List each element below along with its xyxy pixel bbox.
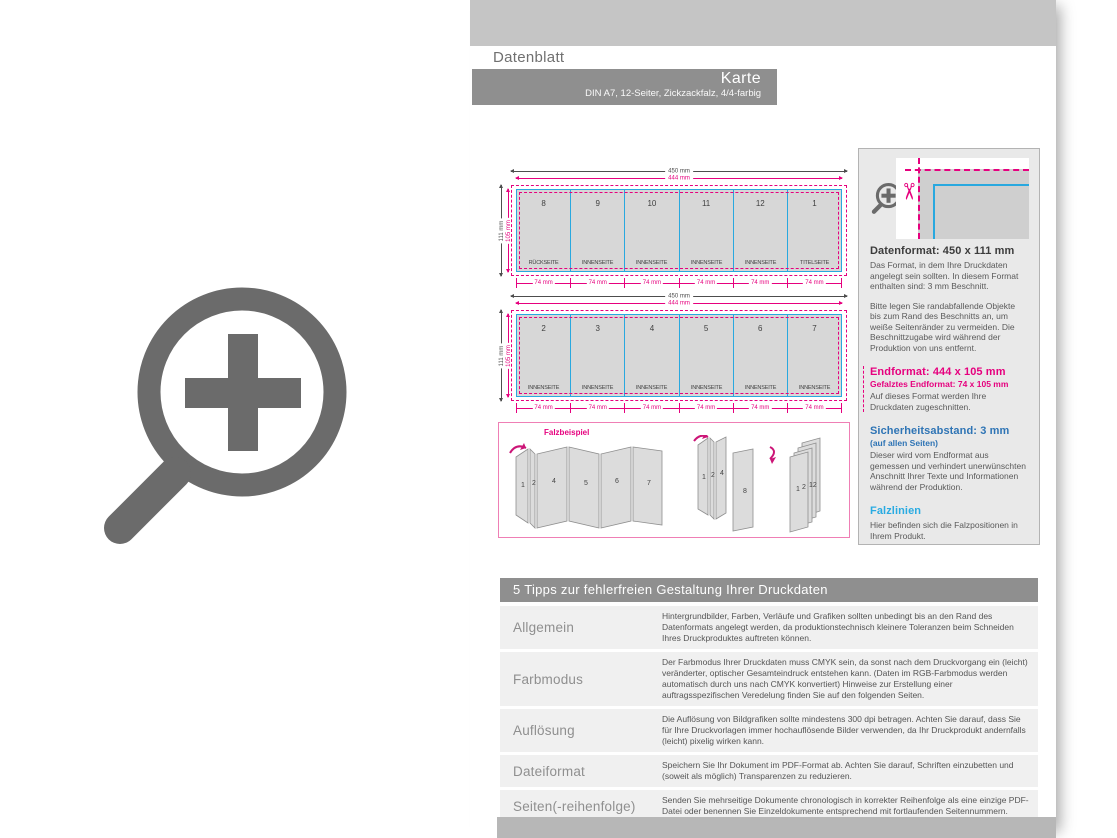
datasheet-tab: Datenblatt: [472, 46, 593, 69]
panel-width-dim: 74 mm: [516, 278, 570, 288]
sidebar-section: [870, 505, 1028, 541]
page-number: 3: [595, 324, 600, 333]
section-heading: Endformat: 444 x 105 mm: [870, 366, 1006, 378]
tips-rows: [500, 606, 1038, 822]
page-panel: [734, 315, 788, 396]
page-number: 5: [703, 324, 709, 333]
page-caption: INNENSEITE: [744, 260, 776, 266]
page-panel: [680, 190, 734, 271]
footer-bar: [497, 817, 1056, 838]
sidebar-sections: [870, 245, 1028, 554]
section-subheading: (auf allen Seiten): [870, 438, 939, 448]
fold-example-label: Falzbeispiel: [544, 428, 590, 437]
sidebar-section: [863, 366, 1028, 412]
endformat-line-v: [933, 184, 935, 239]
page-panel: [517, 190, 571, 271]
zoom-plus-icon[interactable]: [95, 270, 365, 555]
tips-row-label: Farbmodus: [513, 671, 584, 687]
section-heading: Falzlinien: [870, 505, 922, 517]
section-paragraph: Bitte legen Sie randabfallende Objekte bis zum Rand des Beschnitts an, um weiße Seitenränder zu vermeiden. Die Beschnittzugabe wird während der Produktion von uns entfernt.: [870, 300, 1016, 353]
section-paragraph: Auf dieses Format werden Ihre Druckdaten zugeschnitten.: [870, 391, 987, 412]
page-caption: INNENSEITE: [527, 385, 560, 391]
dim-outer-height: 111 mm: [501, 310, 502, 401]
page-panel: [571, 315, 625, 396]
page-caption: INNENSEITE: [690, 260, 722, 266]
page-caption: INNENSEITE: [582, 260, 614, 266]
section-paragraph: Hier befinden sich die Falzpositionen in Ihrem Produkt.: [870, 520, 1018, 541]
page-number: 4: [649, 324, 655, 333]
sidebar-section: [870, 245, 1028, 353]
page-caption: INNENSEITE: [744, 385, 776, 391]
page-caption: INNENSEITE: [798, 385, 831, 391]
page-title: Karte: [720, 70, 761, 87]
panel-diagram-inside: [498, 293, 850, 414]
fold-page-number: 6: [615, 478, 619, 485]
dim-inner-width: 444 mm: [516, 178, 842, 179]
dim-inner-height: 105 mm: [508, 189, 509, 272]
section-paragraph: Das Format, in dem Ihre Druckdaten angelegt sein sollten. In diesem Format enthalten sind: 3 mm Beschnitt.: [870, 260, 1019, 291]
section-paragraph: Dieser wird vom Endformat aus gemessen und verhindert unerwünschten Anschnitt Ihrer Texte und Informationen während der Produktion.: [870, 450, 1026, 492]
fold-page-number: 1: [521, 482, 525, 489]
top-gray-band: [470, 0, 1056, 46]
page-panel: [788, 190, 841, 271]
page-number: 1: [812, 199, 817, 208]
tips-row-text: Speichern Sie Ihr Dokument im PDF-Format ab. Achten Sie darauf, Schriften einzubetten und (soweit als möglich) Transparenzen zu reduzieren.: [662, 760, 1014, 781]
page-panel: [734, 190, 788, 271]
panel-width-dim: 74 mm: [624, 278, 678, 288]
fold-page-number: 2: [711, 472, 715, 479]
fold-page-number: 2: [532, 480, 536, 487]
panel-width-dim: 74 mm: [624, 403, 678, 413]
tips-row-text: Senden Sie mehrseitige Dokumente chronologisch in korrekter Reihenfolge als eine einzige PDF-Datei oder benennen Sie Einzeldokumente entsprechend mit fortlaufenden Seitennummern.: [662, 795, 1029, 816]
page-number: 10: [647, 199, 657, 208]
fold-page-number: 7: [647, 480, 651, 487]
panel-width-dim: 74 mm: [516, 403, 570, 413]
section-heading: Datenformat: 450 x 111 mm: [870, 245, 1015, 257]
page-panel: [625, 190, 679, 271]
tips-row-text: Der Farbmodus Ihrer Druckdaten muss CMYK sein, da sonst nach dem Druckvorgang ein (leicht) veränderter, optischer Gesamteindruck entstehen kann. (Daten im RGB-Farbmodus werden automatisch durch uns nach CMYK konvertiert) Hinweise zur Erstellung einer auftragsspezifischen Veredelung finden Sie auf den folgenden Seiten.: [662, 657, 1028, 700]
panels-row: [516, 189, 842, 272]
format-info-sidebar: [858, 148, 1040, 545]
page-caption: INNENSEITE: [636, 385, 668, 391]
fold-page-number: 1: [702, 474, 706, 481]
fold-page-number: 2: [802, 484, 806, 491]
tips-row-label: Auflösung: [513, 723, 575, 738]
dim-outer-width: 450 mm: [511, 296, 847, 297]
page-caption: TITELSEITE: [799, 260, 830, 266]
tips-row-text: Hintergrundbilder, Farben, Verläufe und Grafiken sollten unbedingt bis an den Rand des Datenformats angelegt werden, da produktionstechnisch kleinere Toleranzen beim Schneiden Ihres Druckproduktes auftreten können.: [662, 611, 1014, 643]
page-panel: [625, 315, 679, 396]
page-subtitle: DIN A7, 12-Seiter, Zickzackfalz, 4/4-farbig: [585, 88, 761, 99]
dim-outer-height: 111 mm: [501, 185, 502, 276]
page-caption: INNENSEITE: [690, 385, 722, 391]
sidebar-section: [870, 425, 1028, 492]
tips-row-text: Die Auflösung von Bildgrafiken sollte mindestens 300 dpi betragen. Achten Sie darauf, dass Sie für Ihre Druckvorlagen immer hochauflösende Bilder verwenden, da Ihr Druckprodukt andernfalls (leicht) pixelig wirken kann.: [662, 714, 1026, 746]
panel-width-dim: 74 mm: [570, 403, 624, 413]
fold-page-number: 1: [796, 486, 800, 493]
fold-page-number: 12: [809, 482, 817, 489]
page-number: 9: [595, 199, 600, 208]
bleed-corner-detail: [896, 158, 1029, 239]
dim-inner-width: 444 mm: [516, 303, 842, 304]
fold-example-illustration: [502, 435, 847, 535]
panel-width-dim: 74 mm: [679, 403, 733, 413]
tips-row-label: Allgemein: [513, 620, 575, 635]
section-subheading: Gefalztes Endformat: 74 x 105 mm: [870, 379, 1009, 389]
page-number: 6: [758, 324, 763, 333]
tips-row: [500, 709, 1038, 752]
fold-example-box: [498, 422, 850, 538]
panel-width-dims: [516, 403, 842, 413]
tips-row: [500, 755, 1038, 787]
dim-inner-height: 105 mm: [508, 314, 509, 397]
tips-table: [500, 578, 1038, 825]
tips-row-label: Seiten(-reihenfolge): [513, 798, 636, 814]
panel-width-dim: 74 mm: [733, 403, 787, 413]
bleed-cut-line-h: [905, 169, 1029, 171]
panel-width-dims: [516, 278, 842, 288]
page-number: 11: [701, 199, 711, 208]
panels-row: [516, 314, 842, 397]
tips-header: 5 Tipps zur fehlerfreien Gestaltung Ihrer Druckdaten: [500, 578, 1038, 602]
page-number: 12: [755, 199, 765, 208]
panel-diagram-outside: [498, 168, 850, 289]
dim-outer-width: 450 mm: [511, 171, 847, 172]
page-caption: INNENSEITE: [636, 260, 668, 266]
page-number: 7: [812, 324, 817, 333]
panel-width-dim: 74 mm: [679, 278, 733, 288]
page-caption: RÜCKSEITE: [528, 260, 559, 266]
page-panel: [680, 315, 734, 396]
page-number: 8: [541, 199, 546, 208]
page-number: 2: [541, 324, 546, 333]
endformat-line-h: [933, 184, 1029, 186]
fold-page-number: 8: [743, 488, 747, 495]
panel-width-dim: 74 mm: [787, 403, 842, 413]
title-band: [472, 69, 777, 105]
page-panel: [517, 315, 571, 396]
section-heading: Sicherheitsabstand: 3 mm: [870, 425, 1010, 437]
datasheet-page: [470, 0, 1056, 838]
tips-row: [500, 606, 1038, 649]
fold-page-number: 4: [720, 470, 724, 477]
page-panel: [788, 315, 841, 396]
panel-width-dim: 74 mm: [570, 278, 624, 288]
panel-width-dim: 74 mm: [733, 278, 787, 288]
scissors-icon: ✂: [896, 181, 923, 202]
fold-page-number: 5: [584, 480, 588, 487]
page-caption: INNENSEITE: [582, 385, 614, 391]
tips-row-label: Dateiformat: [513, 763, 585, 779]
panel-width-dim: 74 mm: [787, 278, 842, 288]
fold-page-number: 4: [552, 478, 556, 485]
page-panel: [571, 190, 625, 271]
tips-row: [500, 652, 1038, 706]
